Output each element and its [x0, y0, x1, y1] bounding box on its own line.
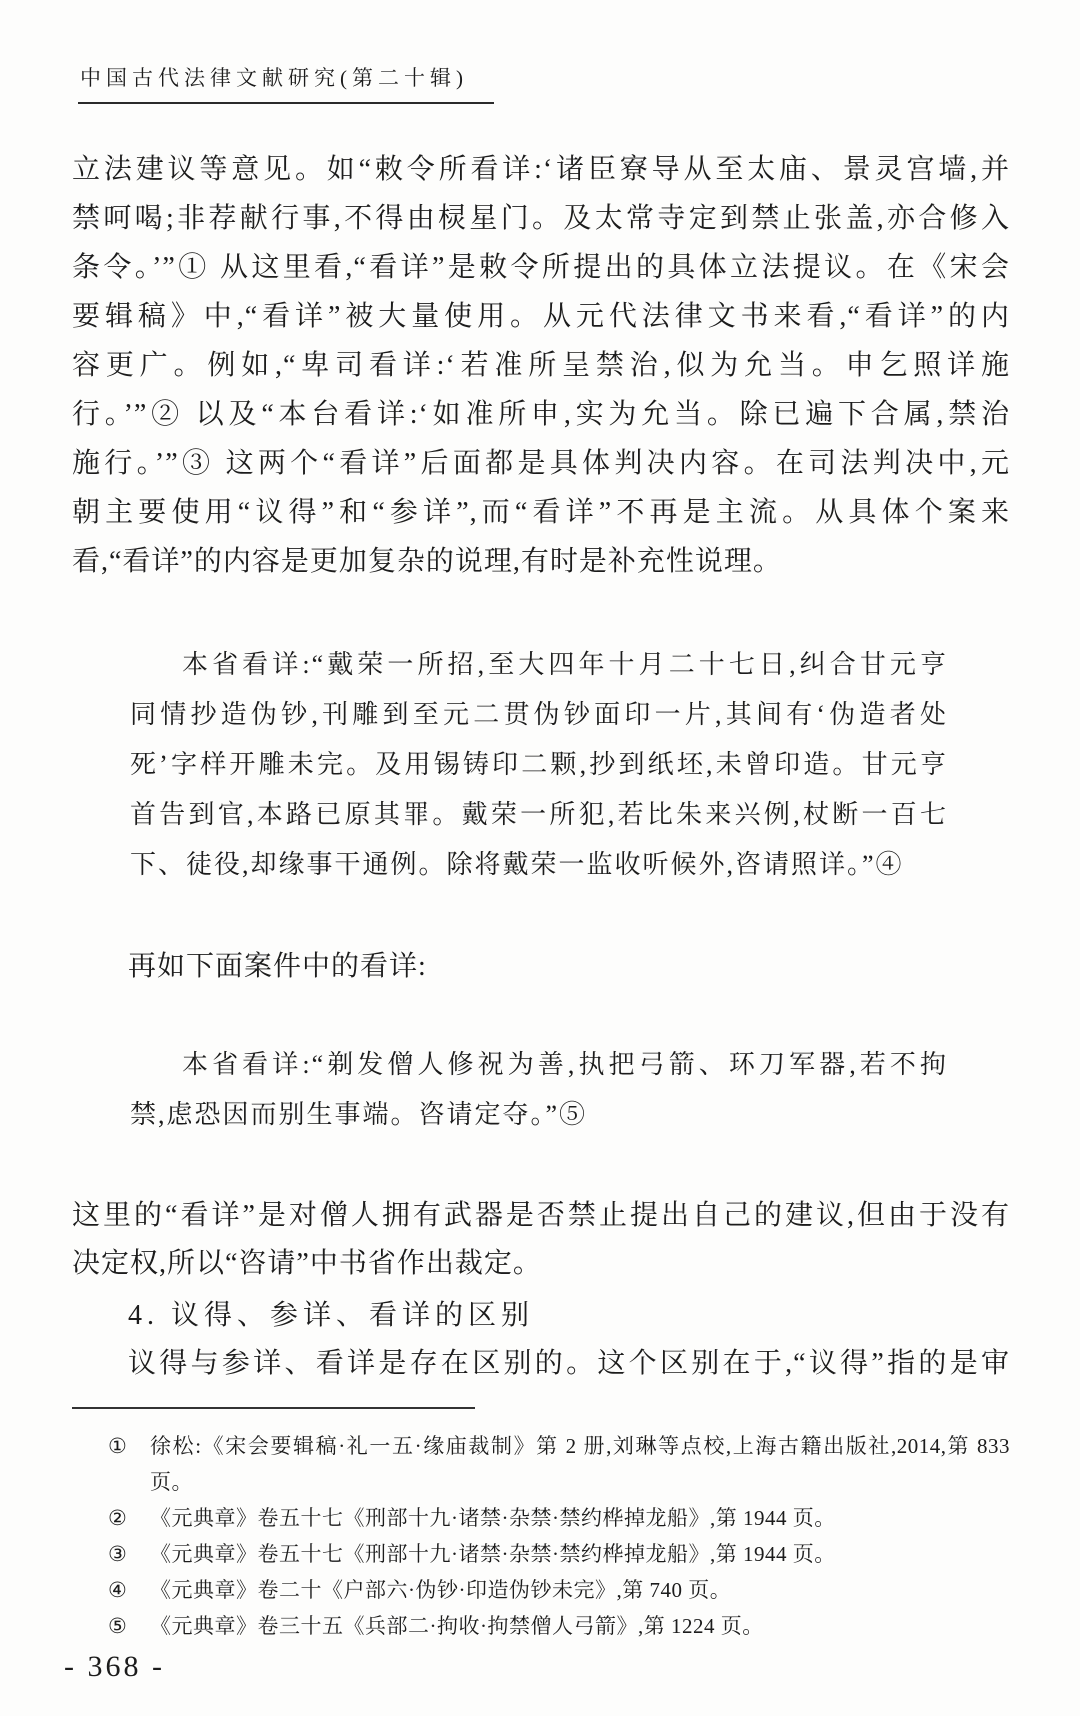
body-line: 再如下面案件中的看详:	[128, 951, 427, 982]
footnote-4	[72, 1572, 1010, 1608]
footnote-1	[72, 1428, 1010, 1500]
body-line: 行。’”② 以及“本台看详:‘如准所申,实为允当。除已遍下合属,禁治	[72, 399, 1010, 430]
footnote-text: 徐松:《宋会要辑稿·礼一五·缘庙裁制》第 2 册,刘琳等点校,上海古籍出版社,2014,第 833 页。	[150, 1434, 1010, 1494]
body-line: 议得与参详、看详是存在区别的。这个区别在于,“议得”指的是审	[128, 1348, 1010, 1379]
body-line: 立法建议等意见。如“敕令所看详:‘诸臣寮导从至太庙、景灵宫墙,并	[72, 154, 1010, 185]
body-line: 要辑稿》中,“看详”被大量使用。从元代法律文书来看,“看详”的内	[72, 301, 1010, 332]
footnote-3	[72, 1536, 1010, 1572]
footnote-text: 《元典章》卷五十七《刑部十九·诸禁·杂禁·禁约桦掉龙船》,第 1944 页。	[150, 1506, 836, 1530]
body-line: 施行。’”③ 这两个“看详”后面都是具体判决内容。在司法判决中,元	[72, 448, 1010, 479]
footnote-marker: ③	[108, 1542, 127, 1566]
footnote-marker: ④	[108, 1578, 127, 1602]
block-quote-2	[130, 1040, 948, 1140]
quote-line: 下、徒役,却缘事干通例。除将戴荣一监收听候外,咨请照详。”④	[130, 850, 904, 879]
body-line: 禁呵喝;非荐献行事,不得由棂星门。及太常寺定到禁止张盖,亦合修入	[72, 203, 1010, 234]
body-line: 条令。’”① 从这里看,“看详”是敕令所提出的具体立法提议。在《宋会	[72, 252, 1010, 283]
paragraph-3	[72, 1340, 1010, 1388]
quote-line: 本省看详:“剃发僧人修祝为善,执把弓箭、环刀军器,若不拘	[182, 1050, 948, 1079]
section-heading	[72, 1292, 1010, 1340]
footnote-5	[72, 1608, 1010, 1644]
footnote-text: 《元典章》卷三十五《兵部二·拘收·拘禁僧人弓箭》,第 1224 页。	[150, 1614, 764, 1638]
footnote-text: 《元典章》卷五十七《刑部十九·诸禁·杂禁·禁约桦掉龙船》,第 1944 页。	[150, 1542, 836, 1566]
quote-line: 首告到官,本路已原其罪。戴荣一所犯,若比朱来兴例,杖断一百七	[130, 800, 948, 829]
body-line: 看,“看详”的内容是更加复杂的说理,有时是补充性说理。	[72, 546, 782, 577]
page-number: - 368 -	[64, 1650, 165, 1683]
footnote-rule	[72, 1407, 475, 1409]
block-quote-1	[130, 640, 948, 890]
lead-in	[72, 942, 1010, 991]
paragraph-1	[72, 145, 1010, 586]
footnote-marker: ①	[108, 1434, 127, 1458]
footnotes	[72, 1428, 1010, 1644]
quote-line: 同情抄造伪钞,刊雕到至元二贯伪钞面印一片,其间有‘伪造者处	[130, 700, 948, 729]
footnote-marker: ⑤	[108, 1614, 127, 1638]
quote-line: 死’字样开雕未完。及用锡铸印二颗,抄到纸坯,未曾印造。甘元亨	[130, 750, 948, 779]
running-header: 中国古代法律文献研究(第二十辑)	[78, 62, 494, 104]
footnote-marker: ②	[108, 1506, 127, 1530]
paragraph-2	[72, 1192, 1010, 1288]
quote-line: 禁,虑恐因而别生事端。咨请定夺。”⑤	[130, 1100, 588, 1129]
body-line: 这里的“看详”是对僧人拥有武器是否禁止提出自己的建议,但由于没有	[72, 1200, 1010, 1231]
footnote-text: 《元典章》卷二十《户部六·伪钞·印造伪钞未完》,第 740 页。	[150, 1578, 732, 1602]
body-line: 容更广。例如,“卑司看详:‘若准所呈禁治,似为允当。申乞照详施	[72, 350, 1010, 381]
body-line: 决定权,所以“咨请”中书省作出裁定。	[72, 1248, 542, 1279]
section-heading-text: 4. 议得、参详、看详的区别	[128, 1300, 535, 1331]
quote-line: 本省看详:“戴荣一所招,至大四年十月二十七日,纠合甘元亨	[182, 650, 948, 679]
footnote-2	[72, 1500, 1010, 1536]
body-line: 朝主要使用“议得”和“参详”,而“看详”不再是主流。从具体个案来	[72, 497, 1010, 528]
